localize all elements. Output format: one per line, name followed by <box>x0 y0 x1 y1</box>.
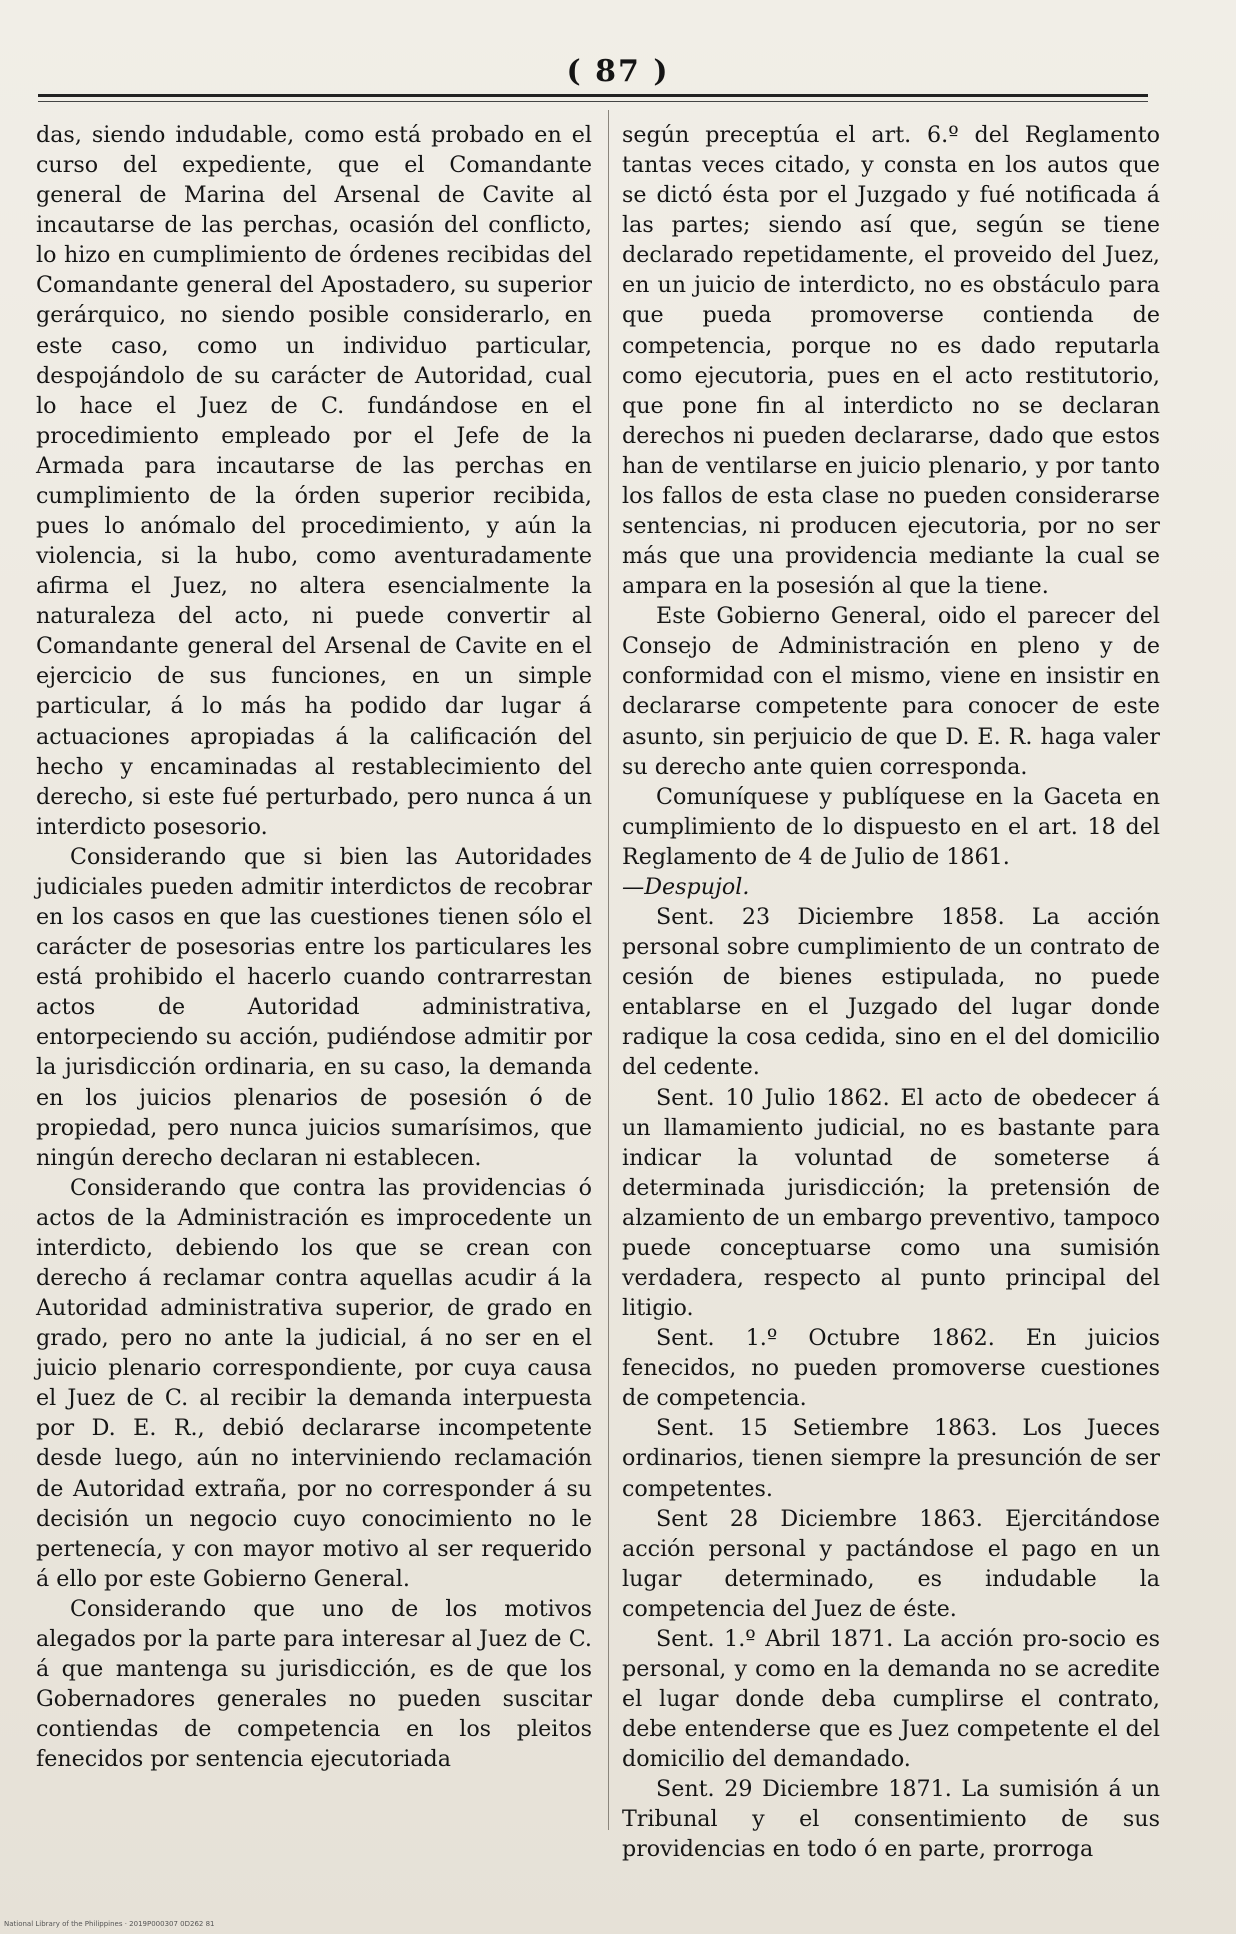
header-rule <box>38 94 1148 97</box>
paragraph: das, siendo indudable, como está probado en el curso del expediente, que el Comandante general de Marina del Arsenal de Cavite al incautarse de las perchas, ocasión del conflicto, lo hizo en cumplimiento de órdenes recibidas del Comandante general del Apostadero, su superior gerárquico, no siendo posible considerarlo, en este caso, como un individuo particular, despojándolo de su carácter de Autoridad, cual lo hace el Juez de C. fundándose en el procedimiento empleado por el Jefe de la Armada para incautarse de las perchas en cumplimiento de la órden superior recibida, pues lo anómalo del procedimiento, y aún la violencia, si la hubo, como aventuradamente afirma el Juez, no altera esencialmente la naturaleza del acto, ni puede convertir al Comandante general del Arsenal de Cavite en el ejercicio de sus funciones, en un simple particular, á lo más ha podido dar lugar á actuaciones apropiadas á la calificación del hecho y encaminadas al restablecimiento del derecho, si este fué perturbado, pero nunca á un interdicto posesorio. <box>36 122 592 840</box>
paragraph: Considerando que si bien las Autoridades judiciales pueden admitir interdictos de recobrar en los casos en que las cuestiones tienen sólo el carácter de posesorias entre los particulares les está prohibido el hacerlo cuando contrarrestan actos de Autoridad administrativa, entorpeciendo su acción, pudiéndose admitir por la jurisdicción ordinaria, en su caso, la demanda en los juicios plenarios de posesión ó de propiedad, pero nunca juicios sumarísimos, que ningún derecho declaran ni establecen. <box>36 843 592 1171</box>
paragraph: Comuníquese y publíquese en la Gaceta en cumplimiento de lo dispuesto en el art. 18 del Reglamento de 4 de Julio de 1861. <box>622 783 1160 870</box>
paragraph: Sent. 1.º Octubre 1862. En juicios fenecidos, no pueden promoverse cuestiones de competencia. <box>622 1325 1160 1412</box>
page-number: ( 87 ) <box>566 54 670 89</box>
footer-caption: National Library of the Philippines · 2019P000307 0D262 81 <box>4 1920 215 1928</box>
paragraph: —Despujol. <box>622 873 750 900</box>
column-divider <box>608 110 609 1830</box>
paragraph: según preceptúa el art. 6.º del Reglamento tantas veces citado, y consta en los autos que se dictó ésta por el Juzgado y fué notificada á las partes; siendo así que, según se tiene declarado repetidamente, el proveido del Juez, en un juicio de interdicto, no es obstáculo para que pueda promoverse contienda de competencia, porque no es dado reputarla como ejecutoria, pues en el acto restitutorio, que pone fin al interdicto no se declaran derechos ni pueden declararse, dado que estos han de ventilarse en juicio plenario, y por tanto los fallos de esta clase no pueden considerarse sentencias, ni producen ejecutoria, por no ser más que una providencia mediante la cual se ampara en la posesión al que la tiene. <box>622 122 1160 600</box>
paragraph: Sent. 15 Setiembre 1863. Los Jueces ordinarios, tienen siempre la presunción de ser competentes. <box>622 1415 1160 1502</box>
left-column <box>36 120 592 1774</box>
header-rule-thin <box>38 101 1148 102</box>
paragraph: Considerando que uno de los motivos alegados por la parte para interesar al Juez de C. á que mantenga su jurisdicción, es de que los Gobernadores generales no pueden suscitar contiendas de competencia en los pleitos fenecidos por sentencia ejecutoriada <box>36 1595 592 1773</box>
paragraph: Considerando que contra las providencias ó actos de la Administración es improcedente un interdicto, debiendo los que se crean con derecho á reclamar contra aquellas acudir á la Autoridad administrativa superior, de grado en grado, pero no ante la judicial, á no ser en el juicio plenario correspondiente, por cuya causa el Juez de C. al recibir la demanda interpuesta por D. E. R., debió declararse incompetente desde luego, aún no interviniendo reclamación de Autoridad extraña, por no corresponder á su decisión un negocio cuyo conocimiento no le pertenecía, y con mayor motivo al ser requerido á ello por este Gobierno General. <box>36 1174 592 1592</box>
paragraph: Sent. 29 Diciembre 1871. La sumisión á un Tribunal y el consentimiento de sus providencias en todo ó en parte, prorroga <box>622 1776 1160 1863</box>
paragraph: Sent. 23 Diciembre 1858. La acción personal sobre cumplimiento de un contrato de cesión de bienes estipulada, no puede entablarse en el Juzgado del lugar donde radique la cosa cedida, sino en el del domicilio del cedente. <box>622 904 1160 1081</box>
paragraph: Sent 28 Diciembre 1863. Ejercitándose acción personal y pactándose el pago en un lugar determinado, es indudable la competencia del Juez de éste. <box>622 1505 1160 1622</box>
paragraph: Sent. 10 Julio 1862. El acto de obedecer á un llamamiento judicial, no es bastante para indicar la voluntad de someterse á determinada jurisdicción; la pretensión de alzamiento de un embargo preventivo, tampoco puede conceptuarse como una sumisión verdadera, respecto al punto principal del litigio. <box>622 1084 1160 1322</box>
paragraph: Sent. 1.º Abril 1871. La acción pro-socio es personal, y como en la demanda no se acredite el lugar donde deba cumplirse el contrato, debe entenderse que es Juez competente el del domicilio del demandado. <box>622 1625 1160 1773</box>
paragraph: Este Gobierno General, oido el parecer del Consejo de Administración en pleno y de conformidad con el mismo, viene en insistir en declararse competente para conocer de este asunto, sin perjuicio de que D. E. R. haga valer su derecho ante quien corresponda. <box>622 603 1160 780</box>
right-column <box>622 120 1160 1865</box>
